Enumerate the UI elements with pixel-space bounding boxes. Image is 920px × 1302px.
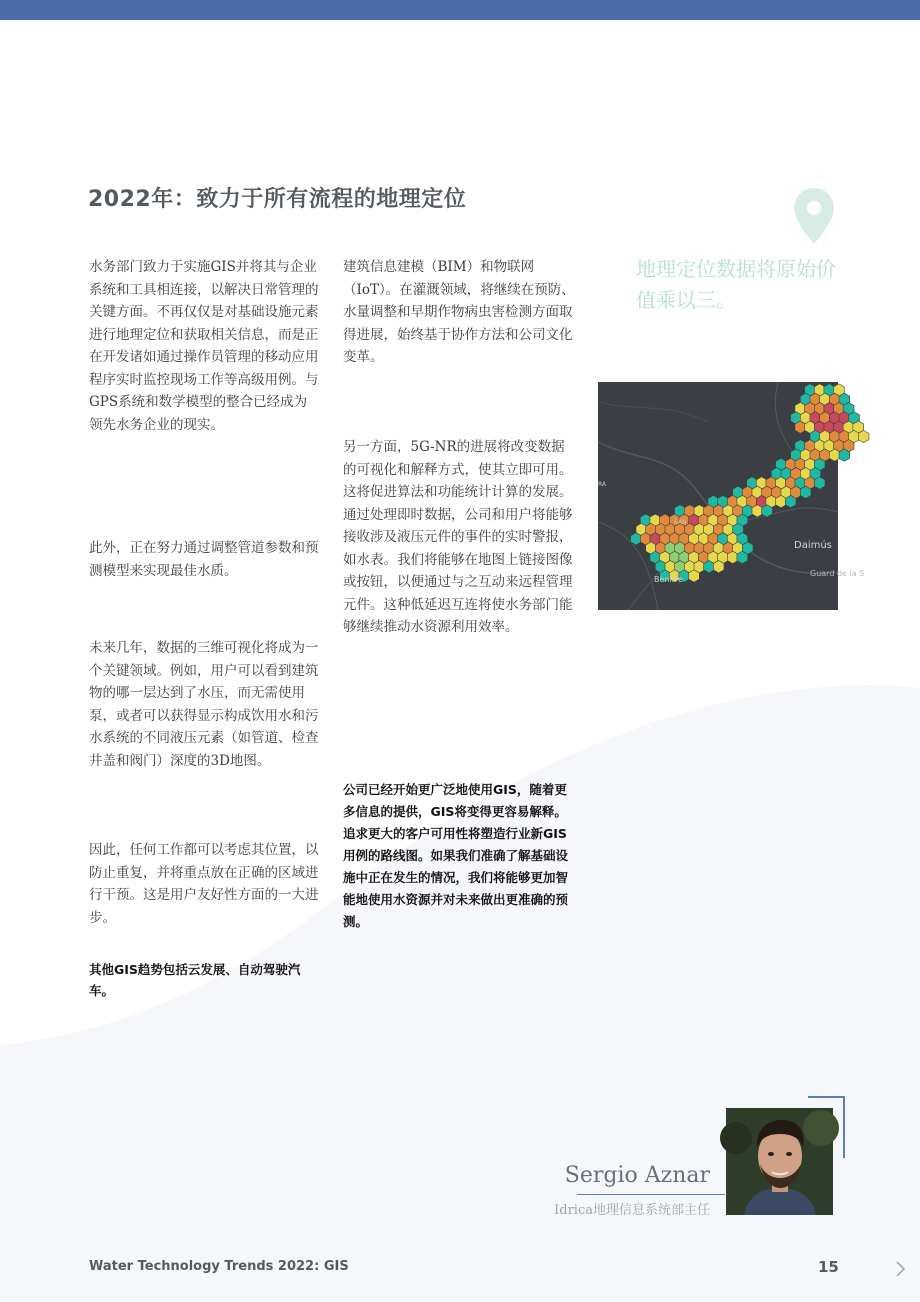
map-hex bbox=[839, 449, 850, 461]
author-frame-vertical bbox=[843, 1096, 845, 1158]
map-hex bbox=[713, 561, 724, 573]
pull-quote: 地理定位数据将原始价值乘以三。 bbox=[636, 257, 836, 312]
map-hex bbox=[785, 495, 796, 507]
map-hex bbox=[689, 570, 700, 582]
map-hex bbox=[762, 505, 773, 517]
map-hex bbox=[752, 505, 763, 517]
col1-paragraph-1: 水务部门致力于实施GIS并将其与企业系统和工具相连接，以解决日常管理的关键方面。不再仅仅是对基础设施元素进行地理定位和获取相关信息，而是正在开发诸如通过操作员管理的移动应用程序实时监控现场工作等高级用例。与GPS系统和数学模型的整合已经成为领先水务企业的现实。 bbox=[89, 259, 319, 433]
author-underline bbox=[577, 1194, 725, 1195]
location-pin-icon bbox=[794, 188, 834, 244]
map-label-ra: RA bbox=[598, 481, 607, 488]
col1-paragraph-5: 其他GIS趋势包括云发展、自动驾驶汽车。 bbox=[89, 962, 301, 998]
map-hex bbox=[631, 533, 642, 545]
map-label-benirre: Benirre bbox=[654, 575, 683, 584]
publication-title: Water Technology Trends 2022: GIS bbox=[89, 1259, 349, 1274]
map-hex bbox=[704, 561, 715, 573]
col1-paragraph-2: 此外，正在努力通过调整管道参数和预测模型来实现最佳水质。 bbox=[89, 540, 319, 579]
map-hex bbox=[737, 551, 748, 563]
map-hex bbox=[829, 449, 840, 461]
heatmap-image bbox=[598, 382, 865, 610]
map-label-guard: Guard de la S bbox=[810, 569, 865, 578]
map-hex bbox=[858, 430, 869, 442]
map-hex bbox=[814, 477, 825, 489]
author-photo bbox=[726, 1108, 833, 1215]
col1-paragraph-4: 因此，任何工作都可以考虑其位置，以防止重复，并将重点放在正确的区域进行干预。这是用户友好性方面的一大进步。 bbox=[89, 842, 319, 926]
page-number: 15 bbox=[818, 1258, 839, 1276]
col1-paragraph-3: 未来几年，数据的三维可视化将成为一个关键领域。例如，用户可以看到建筑物的哪一层达到了水压，而无需使用泵，或者可以获得显示构成饮用水和污水系统的不同液压元素（如管道、检查井盖和阀门）深度的3D地图。 bbox=[89, 640, 319, 769]
map-hex bbox=[776, 495, 787, 507]
map-hex bbox=[795, 421, 806, 433]
map-label-san: SAN bbox=[674, 519, 687, 526]
col2-paragraph-2: 另一方面，5G-NR的进展将改变数据的可视化和解释方式，使其立即可用。这将促进算法和功能统计计算的发展。通过处理即时数据，公司和用户将能够接收涉及液压元件的事件的实时警报，如水表。我们将能够在地图上链接图像或按钮，以便通过与之互动来远程管理元件。这种低延迟互连将使水务部门能够继续推动水资源利用效率。 bbox=[343, 439, 573, 635]
author-name: Sergio Aznar bbox=[564, 1163, 710, 1188]
author-frame-horizontal bbox=[808, 1096, 845, 1098]
map-hex bbox=[800, 486, 811, 498]
author-role: Idrica地理信息系统部主任 bbox=[554, 1203, 710, 1218]
page-title: 2022年：致力于所有流程的地理定位 bbox=[88, 187, 467, 212]
map-hex bbox=[727, 551, 738, 563]
map-label-daimus: Daimús bbox=[794, 540, 832, 551]
col2-paragraph-1: 建筑信息建模（BIM）和物联网（IoT）。在灌溉领域，将继续在预防、水量调整和早期作物病虫害检测方面取得进展，始终基于协作方法和公司文化变革。 bbox=[343, 259, 575, 365]
chevron-right-icon[interactable] bbox=[893, 1260, 907, 1278]
col2-paragraph-3: 公司已经开始更广泛地使用GIS，随着更多信息的提供，GIS将变得更容易解释。追求更大的客户可用性将塑造行业新GIS用例的路线图。如果我们准确了解基础设施中正在发生的情况，我们将能够更加智能地使用水资源并对未来做出更准确的预测。 bbox=[343, 782, 569, 929]
